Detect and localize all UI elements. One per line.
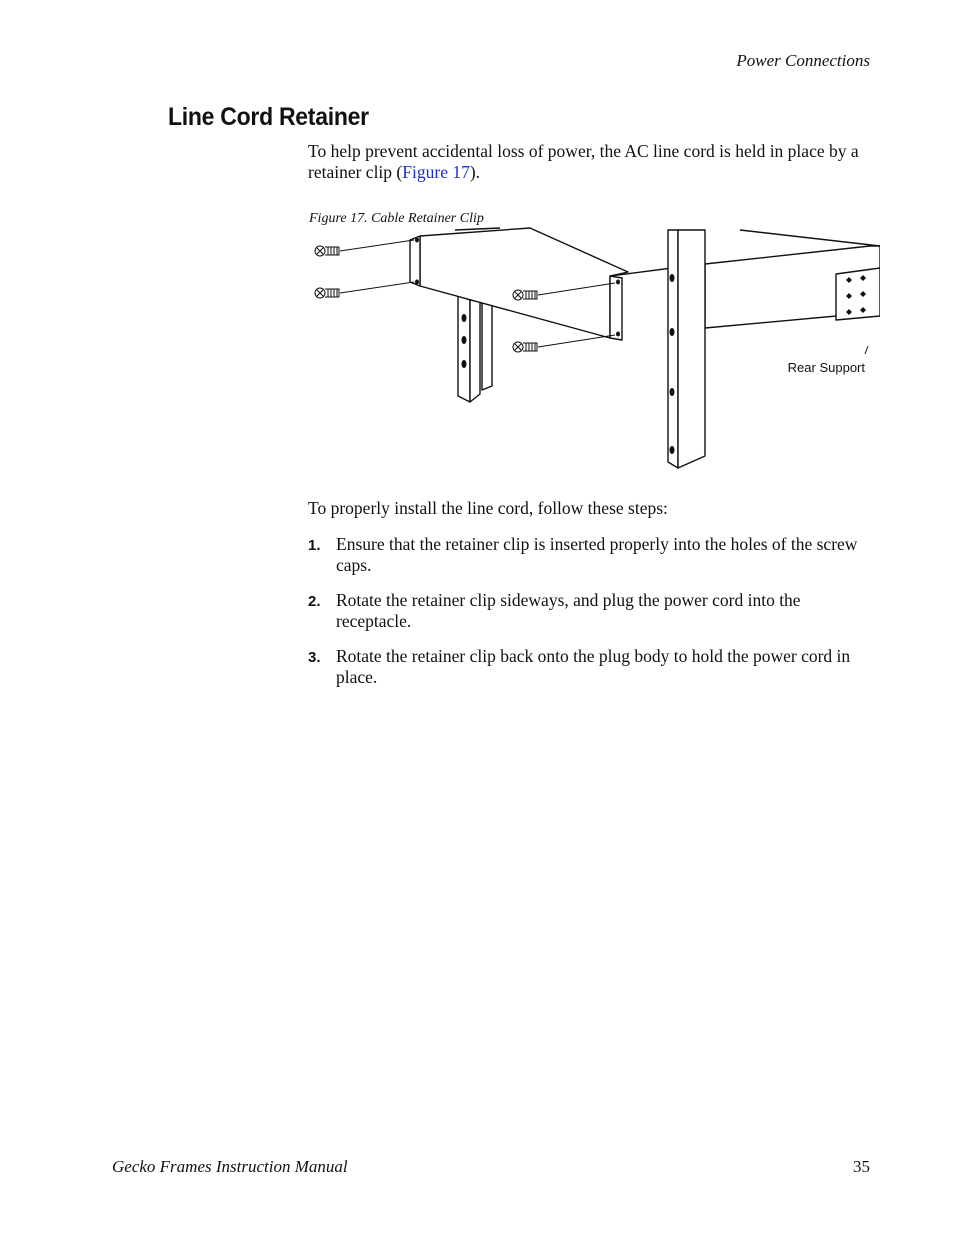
screw-icon [513, 335, 615, 352]
rear-support-label: Rear Support [787, 360, 865, 375]
screw-icon [315, 282, 414, 298]
figure-17-link[interactable]: Figure 17 [402, 162, 470, 182]
step-number: 3. [308, 649, 321, 666]
steps-intro: To properly install the line cord, follow these steps: [308, 498, 668, 518]
page-footer [112, 1157, 870, 1177]
step-number: 1. [308, 537, 321, 554]
list-item [308, 534, 874, 576]
intro-text-after: ). [469, 162, 481, 182]
step-text: Rotate the retainer clip sideways, and plug the power cord into the receptacle. [336, 590, 801, 631]
section-title: Line Cord Retainer [168, 103, 369, 131]
rear-support-bracket [836, 268, 880, 320]
step-text: Rotate the retainer clip back onto the plug body to hold the power cord in place. [336, 646, 851, 687]
list-item [308, 590, 874, 632]
intro-text-before: To help prevent accidental loss of power, the AC line cord is held in place by a retainer clip ( [308, 141, 859, 182]
list-item [308, 646, 874, 688]
install-steps-list [308, 534, 874, 702]
cable-retainer-clip-illustration [300, 226, 880, 476]
step-text: Ensure that the retainer clip is inserted properly into the holes of the screw caps. [336, 534, 858, 575]
screw-icon [315, 240, 414, 256]
manual-title: Gecko Frames Instruction Manual [112, 1157, 348, 1176]
intro-paragraph [308, 141, 874, 183]
front-left-post [458, 296, 470, 402]
rack-rail [668, 230, 678, 468]
top-rail [420, 228, 628, 338]
step-number: 2. [308, 593, 321, 610]
figure-caption: Figure 17. Cable Retainer Clip [309, 211, 484, 226]
running-head: Power Connections [736, 51, 870, 70]
page-number: 35 [853, 1157, 870, 1176]
